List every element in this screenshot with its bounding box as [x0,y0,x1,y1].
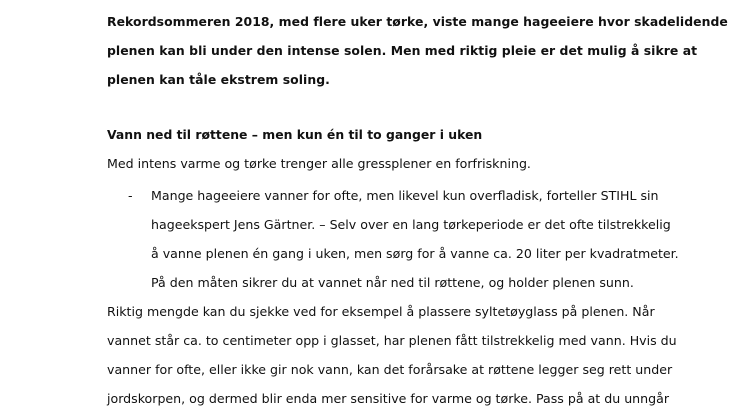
intro-line: Rekordsommeren 2018, med flere uker tørke, viste mange hageeiere hvor skadelidende [107,14,728,29]
intro-line: plenen kan tåle ekstrem soling. [107,72,330,87]
body-line: jordskorpen, og dermed blir enda mer sensitive for varme og tørke. Pass på at du unngår [107,391,670,406]
section-heading: Vann ned til røttene – men kun én til to ganger i uken [107,127,483,142]
bullet-line: Mange hageeiere vanner for ofte, men likevel kun overfladisk, forteller STIHL sin [151,188,659,203]
bullet-line: hageekspert Jens Gärtner. – Selv over en lang tørkeperiode er det ofte tilstrekkelig [151,217,671,232]
bullet-line: På den måten sikrer du at vannet når ned til røttene, og holder plenen sunn. [151,275,634,290]
intro-paragraph [107,7,728,94]
body-line: Riktig mengde kan du sjekke ved for eksempel å plassere syltetøyglass på plenen. Når [107,304,655,319]
intro-line: plenen kan bli under den intense solen. Men med riktig pleie er det mulig å sikre at [107,43,698,58]
bullet-item [151,181,679,297]
section-lead: Med intens varme og tørke trenger alle gressplener en forfriskning. [107,156,531,171]
body-paragraph [107,297,677,413]
bullet-dash: - [128,188,133,203]
body-line: vanner for ofte, eller ikke gir nok vann, kan det forårsake at røttene legger seg rett under [107,362,673,377]
body-line: vannet står ca. to centimeter opp i glasset, har plenen fått tilstrekkelig med vann. Hvis du [107,333,677,348]
bullet-line: å vanne plenen én gang i uken, men sørg for å vanne ca. 20 liter per kvadratmeter. [151,246,679,261]
